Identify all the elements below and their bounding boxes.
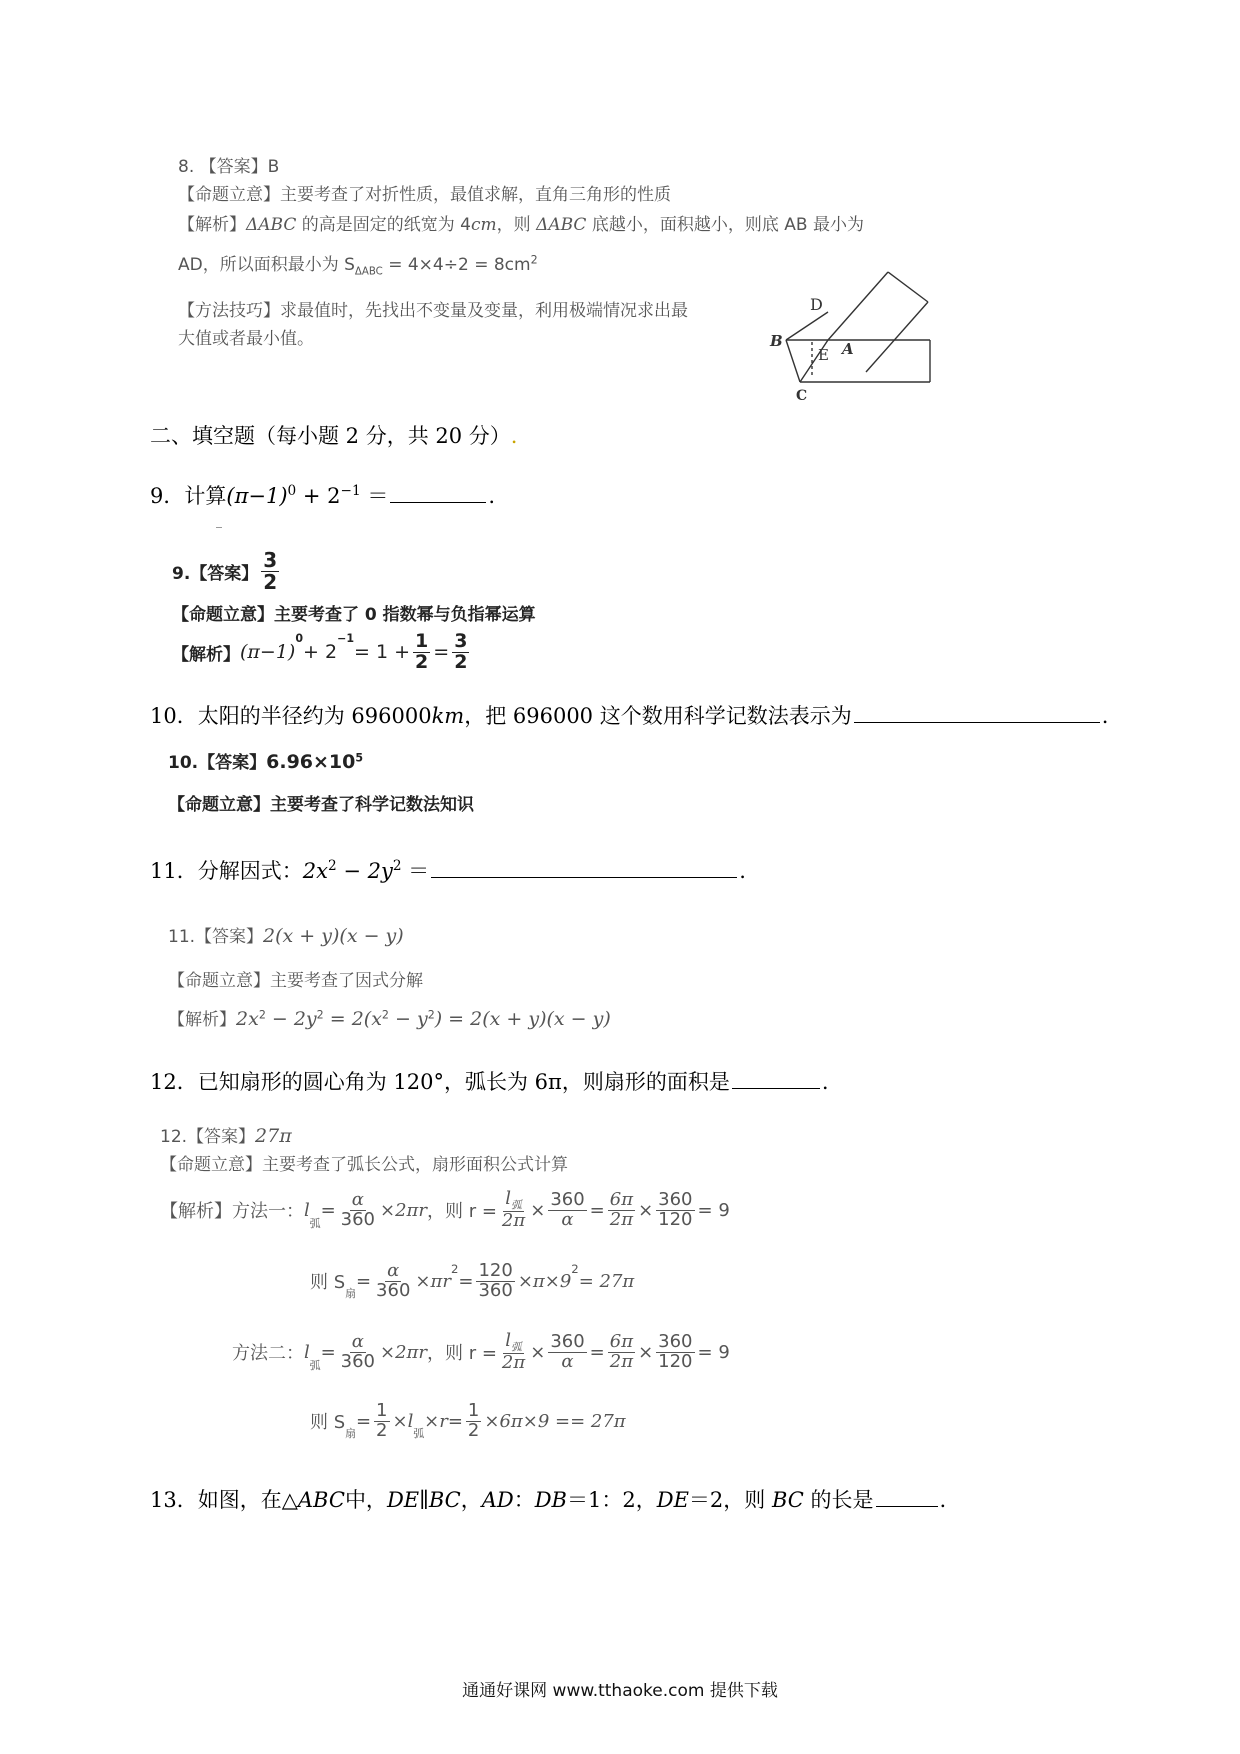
numerator: 1 [376,1400,388,1421]
expr: ×r [424,1410,448,1432]
eq: = [447,1410,463,1432]
q13-text: 的长是 [803,1488,874,1512]
answer-blank [431,876,737,878]
numerator: 6π [609,1331,634,1353]
expr: ×l [392,1410,414,1432]
fraction-1 [413,632,430,673]
q13-text: 13．如图，在△ [150,1488,298,1512]
eq27: = 27π [578,1270,635,1292]
expr: ×πr [415,1270,451,1292]
numerator: α [387,1260,400,1281]
numerator: 1 [467,1400,480,1421]
numerator: α [351,1189,364,1211]
numerator: 360 [550,1189,585,1211]
denominator: α [561,1350,574,1372]
q13-ad: AD [481,1488,514,1512]
q9-end: . [488,484,496,508]
q10-question [150,700,1108,730]
q9-prefix: 9．计算 [150,484,227,508]
answer-fraction [261,550,279,593]
triangle-abc: ΔABC [536,215,587,235]
analysis-eq: = 1 + [354,641,411,664]
fraction [339,1191,377,1230]
q13-db: DB [534,1488,567,1512]
q10-intent: 【命题立意】主要考查了科学记数法知识 [168,795,474,815]
then-s: 则 S [310,1272,346,1294]
analysis-expr: − 2y [265,1008,317,1030]
q13-question [150,1484,946,1514]
eq: = [355,1410,372,1432]
q9-answer [172,550,282,593]
q11-text: 11．分解因式： [150,859,303,883]
fraction [500,1190,527,1231]
times: × [638,1199,654,1221]
fraction [466,1402,481,1441]
q8-answer: 8. 【答案】B [178,157,280,177]
analysis-tag: 【解析】 [178,215,246,235]
q13-bc: BC [428,1488,461,1512]
q13-end: . [939,1488,947,1512]
fraction-2 [452,632,469,673]
answer-tag: 10.【答案】 [168,753,267,773]
q12-text: 12．已知扇形的圆心角为 120°，弧长为 6π，则扇形的面积是 [150,1070,730,1094]
numerator: 3 [263,548,278,572]
section2-title [150,420,517,450]
l-symbol: l [304,1341,310,1363]
exponent: 2 [327,858,337,874]
q12-method2-line1 [232,1332,730,1373]
subscript: ΔABC [354,266,383,278]
numerator: 3 [454,630,468,652]
times: × [530,1199,546,1221]
triangle-abc: ΔABC [246,215,297,235]
denominator: 2π [609,1208,634,1230]
analysis-text: 底越小，面积越小，则底 AB 最小为 [586,215,864,235]
analysis-expr: = 4×4÷2 = 8cm [382,255,531,275]
q12-answer [160,1122,292,1147]
exponent: −1 [337,632,355,645]
fraction [374,1262,412,1301]
eq9: = 9 [697,1199,730,1221]
answer-blank [390,501,486,503]
q10-text: ，把 696000 这个数用科学记数法表示为 [464,704,852,728]
q8-method-line1: 【方法技巧】求最值时，先找出不变量及变量，利用极端情况求出最 [178,301,688,321]
then-r: ，则 r = [426,1201,497,1223]
exponent: 0 [295,632,304,645]
q12-method2-line2 [310,1402,626,1441]
analysis-text: AD，所以面积最小为 S [178,255,355,275]
then-s: 则 S [310,1412,346,1434]
l-symbol: l [304,1199,310,1221]
q11-end: . [739,859,746,883]
subscript: 弧 [309,1358,321,1372]
q13-de: DE [386,1488,420,1512]
l-symbol: l [505,1188,512,1209]
numerator: α [351,1331,364,1353]
q13-de: DE [656,1488,689,1512]
page-footer: 通通好课网 www.tthaoke.com 提供下载 [462,1681,778,1701]
numerator: 360 [658,1189,693,1211]
fraction [548,1191,586,1230]
answer-blank [732,1087,820,1089]
analysis-text: 的高是固定的纸宽为 4 [296,215,471,235]
exponent: 2 [530,253,538,267]
numerator [503,1190,524,1212]
exponent: 2 [571,1262,579,1276]
fraction [656,1333,694,1372]
q13-abc: ABC [297,1488,345,1512]
q11-question [150,855,746,885]
fraction [608,1191,635,1230]
stray-mark [216,527,222,528]
label-a: A [842,340,854,358]
label-e: E [818,346,829,364]
colon: ： [513,1488,535,1512]
numerator: 360 [658,1331,693,1353]
expr: ×6π×9 == 27π [484,1410,626,1432]
q12-method1-line2 [310,1262,634,1301]
section-title: 二、填空题（每小题 2 分，共 20 分） [150,424,511,448]
fraction [656,1191,694,1230]
q10-text: 10．太阳的半径约为 696000 [150,704,432,728]
eq: = [589,1199,605,1221]
analysis-expr: − y [388,1008,428,1030]
q9-question [150,480,495,510]
q13-text: ， [460,1488,482,1512]
subscript: 弧 [413,1426,425,1440]
q8-intent: 【命题立意】主要考查了对折性质，最值求解，直角三角形的性质 [178,185,671,205]
answer-tag: 12.【答案】 [160,1127,256,1147]
q13-bc: BC [771,1488,804,1512]
exponent: −1 [340,483,361,499]
eq9: = 9 [697,1341,730,1363]
section-dot: . [510,424,518,448]
analysis-expr: 2x [236,1008,259,1030]
fraction [339,1333,377,1372]
q9-expr: (π−1) [226,484,288,508]
expr: ×π×9 [517,1270,572,1292]
q8-analysis-line2 [178,250,538,277]
numerator: 1 [415,630,429,652]
fraction [374,1402,389,1441]
denominator: 2 [454,650,468,673]
analysis-tag: 【解析】方法一： [160,1201,304,1223]
expr: ×2πr [380,1199,427,1221]
answer-value: 6.96×10 [266,751,356,773]
denominator: 360 [376,1279,411,1301]
q13-text: ＝2，则 [688,1488,772,1512]
eq: = [320,1199,336,1221]
label-c: C [796,388,808,404]
q12-intent: 【命题立意】主要考查了弧长公式，扇形面积公式计算 [160,1155,568,1175]
numerator: 120 [478,1260,513,1281]
denominator: 2π [501,1209,526,1231]
q13-text: ＝1：2， [567,1488,657,1512]
exponent: 0 [287,483,297,499]
analysis-expr: = 2(x [323,1008,382,1030]
analysis-tag: 【解析】 [172,644,240,665]
times: × [638,1341,654,1363]
exponent: 2 [450,1262,459,1276]
exponent: 2 [258,1008,266,1022]
subscript: 弧 [309,1216,321,1230]
times: × [530,1341,546,1363]
answer-blank [876,1505,938,1507]
fraction [476,1262,514,1301]
exponent: 2 [316,1008,324,1022]
answer-blank [854,721,1100,723]
parallel-symbol: ∥ [419,1488,429,1512]
method2-tag: 方法二： [232,1343,304,1365]
analysis-expr: ) = 2(x + y)(x − y) [434,1008,611,1030]
denominator: 2 [467,1419,480,1441]
fraction [608,1333,635,1372]
q13-text: 中， [344,1488,387,1512]
eq: = [320,1341,336,1363]
q9-intent: 【命题立意】主要考查了 0 指数幂与负指幂运算 [172,605,536,625]
q10-end: . [1101,704,1109,728]
answer-tag: 9.【答案】 [172,564,259,584]
exponent: 5 [355,751,364,765]
denominator: 360 [340,1208,376,1230]
exponent: 2 [427,1008,435,1022]
denominator: 120 [658,1208,693,1230]
q10-answer [168,748,363,773]
denominator: 2 [263,570,278,594]
analysis-tag: 【解析】 [168,1010,236,1030]
q9-eq: ＝ [360,484,389,508]
then-r: ，则 r = [426,1343,497,1365]
q12-end: . [821,1070,829,1094]
label-b: B [770,332,783,350]
eq: = [355,1270,372,1292]
answer-value: 27π [255,1125,292,1147]
q8-figure [760,260,940,405]
exponent: 2 [381,1008,389,1022]
denominator: 360 [478,1279,513,1301]
answer-tag: 11.【答案】 [168,927,264,947]
denominator: 360 [340,1350,376,1372]
q11-answer [168,922,404,947]
denominator: α [561,1208,574,1230]
denominator: 120 [658,1350,693,1372]
unit-km: km [431,704,465,728]
q11-eq: ＝ [401,859,430,883]
q11-expr: − 2y [336,859,393,883]
q8-analysis-line1 [178,210,864,235]
q9-analysis [172,632,472,673]
label-d: D [810,295,823,314]
analysis-plus: + 2 [303,641,338,664]
subscript: 扇 [345,1426,356,1440]
answer-value: 2(x + y)(x − y) [263,925,404,947]
exponent: 2 [392,858,402,874]
analysis-eq: = [433,641,450,664]
numerator [503,1332,524,1354]
denominator: 2π [609,1350,634,1372]
expr: ×2πr [380,1341,427,1363]
q9-plus: + 2 [296,484,341,508]
q12-method1-line1 [160,1190,730,1231]
subscript: 弧 [511,1340,522,1354]
q11-expr: 2x [302,859,328,883]
q8-method-line2: 大值或者最小值。 [178,329,314,349]
numerator: 6π [609,1189,634,1211]
analysis-text: ，则 [496,215,537,235]
eq: = [589,1341,605,1363]
q12-question [150,1066,829,1096]
subscript: 扇 [345,1286,356,1300]
denominator: 2 [415,650,429,673]
unit-cm: cm [471,215,497,235]
numerator: 360 [550,1331,585,1353]
l-symbol: l [505,1330,512,1351]
q11-intent: 【命题立意】主要考查了因式分解 [168,971,423,991]
fraction [500,1332,527,1373]
subscript: 弧 [511,1198,522,1212]
analysis-expr: (π−1) [240,641,296,664]
fraction [548,1333,586,1372]
denominator: 2π [501,1351,526,1373]
q11-analysis [168,1005,611,1030]
eq: = [458,1270,474,1292]
denominator: 2 [376,1419,388,1441]
